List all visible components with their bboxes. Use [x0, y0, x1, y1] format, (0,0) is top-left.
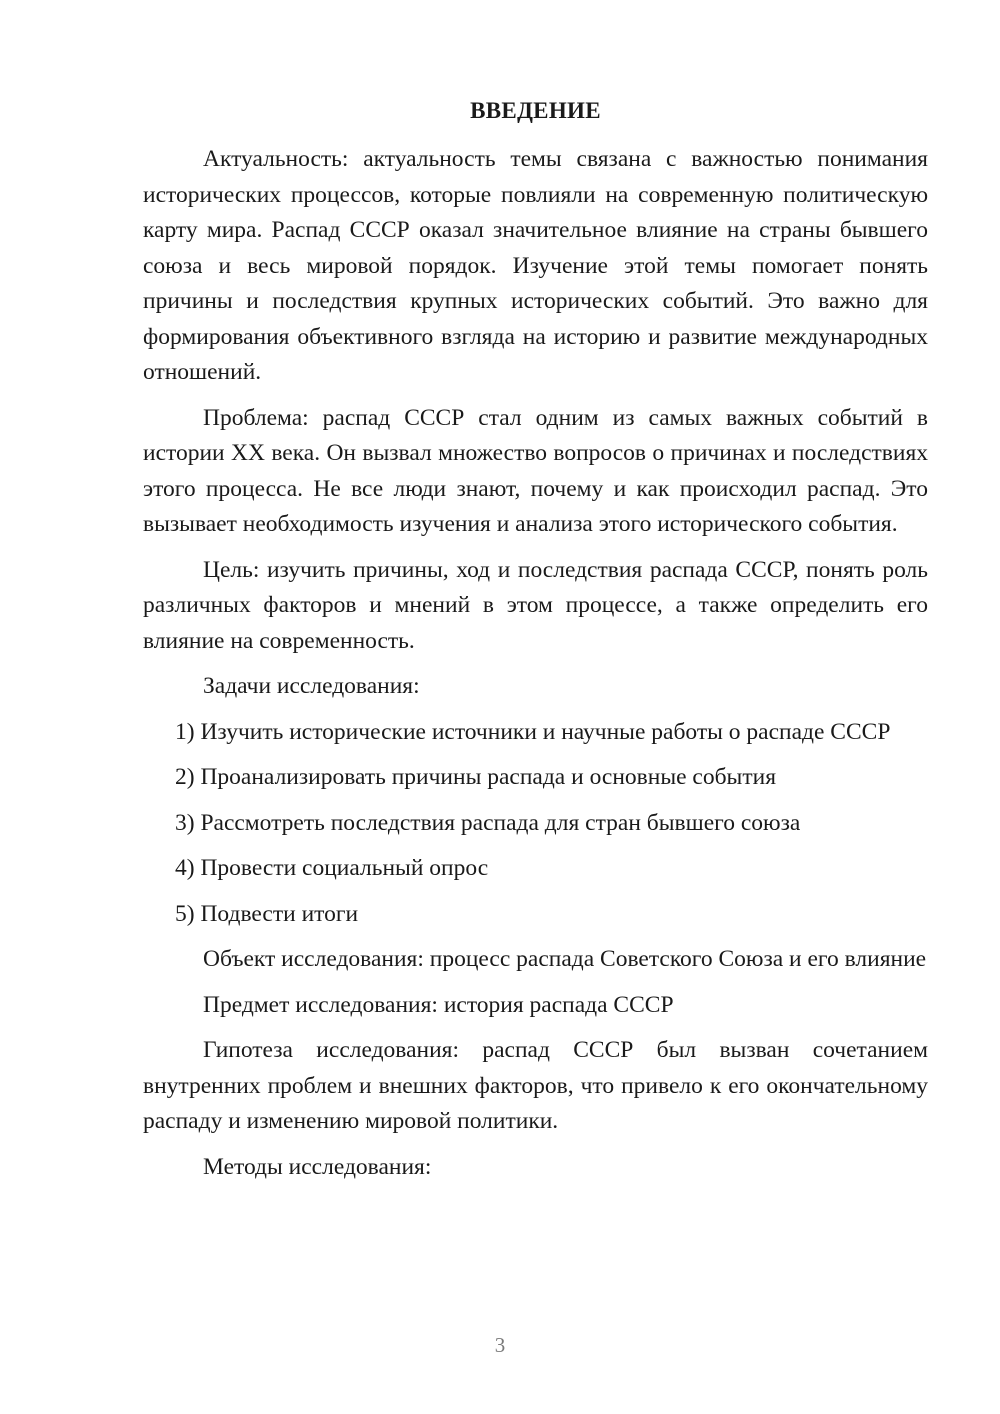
- paragraph-goal: Цель: изучить причины, ход и последствия распада СССР, понять роль различных факторов и мнений в этом процессе, а также определить его влияние на современность.: [143, 556, 928, 654]
- paragraph-subject: Предмет исследования: история распада СССР: [203, 991, 674, 1018]
- paragraph-problem: Проблема: распад СССР стал одним из самых важных событий в истории XX века. Он вызвал множество вопросов о причинах и последствиях этого процесса. Не все люди знают, почему и как происходил распад. Это вызывает необходимость изучения и анализа этого исторического события.: [143, 404, 928, 537]
- page-title: ВВЕДЕНИЕ: [470, 98, 601, 123]
- tasks-heading: Задачи исследования:: [203, 673, 420, 699]
- task-item-4: 4) Провести социальный опрос: [175, 855, 489, 881]
- paragraph-object: Объект исследования: процесс распада Советского Союза и его влияние: [203, 946, 927, 972]
- body-text: [143, 142, 928, 1195]
- task-item-2: 2) Проанализировать причины распада и основные события: [175, 764, 777, 790]
- page-number: 3: [494, 1333, 506, 1357]
- task-item-3: 3) Рассмотреть последствия распада для стран бывшего союза: [175, 809, 801, 836]
- methods-heading: Методы исследования:: [203, 1153, 432, 1180]
- task-item-1: 1) Изучить исторические источники и научные работы о распаде СССР: [175, 718, 891, 745]
- paragraph-hypothesis: Гипотеза исследования: распад СССР был вызван сочетанием внутренних проблем и внешних факторов, что привело к его окончательному распаду и изменению мировой политики.: [143, 1037, 928, 1134]
- task-item-5: 5) Подвести итоги: [175, 900, 359, 927]
- paragraph-relevance: Актуальность: актуальность темы связана с важностью понимания исторических процессов, которые повлияли на современную политическую карту мира. Распад СССР оказал значительное влияние на страны бывшего союза и весь мировой порядок. Изучение этой темы помогает понять причины и последствия крупных исторических событий. Это важно для формирования объективного взгляда на историю и развитие международных отношений.: [143, 146, 928, 385]
